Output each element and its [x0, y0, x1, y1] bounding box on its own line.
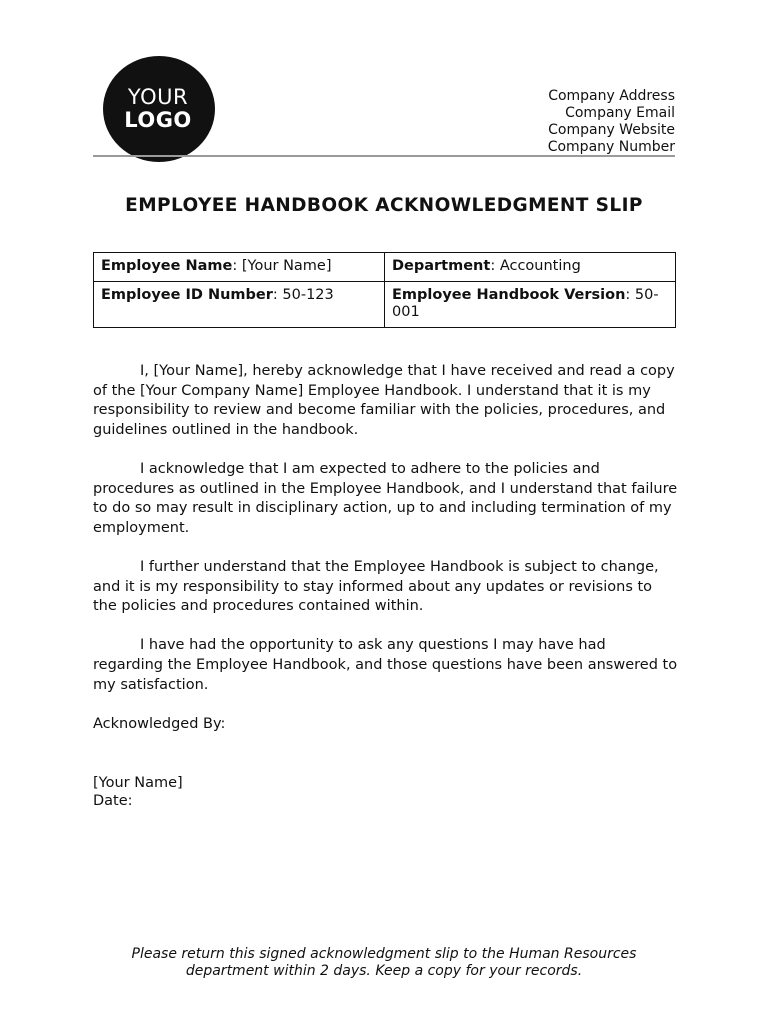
employee-id-value: : 50-123 [272, 287, 334, 303]
employee-name-cell [94, 253, 385, 282]
handbook-version-value: : 50-001 [392, 287, 659, 320]
employee-id-cell [94, 282, 385, 328]
employee-id-label: Employee ID Number [101, 287, 273, 303]
company-email: Company Email [565, 105, 675, 121]
handbook-version-cell [385, 282, 676, 328]
company-number: Company Number [547, 139, 675, 155]
employee-name-value: : [Your Name] [232, 258, 332, 274]
header-divider [93, 155, 675, 157]
employee-name-label: Employee Name [101, 258, 233, 274]
paragraph: I further understand that the Employee Handbook is subject to change, and it is my responsibility to stay informed about any updates or revisions to the policies and procedures contained within. [93, 558, 659, 615]
company-address: Company Address [548, 88, 675, 104]
paragraph: I acknowledge that I am expected to adhere to the policies and procedures as outlined in the Employee Handbook, and I understand that failure to do so may result in disciplinary action, up to and including termination of my employment. [93, 460, 678, 536]
company-website: Company Website [548, 122, 675, 138]
acknowledged-by-label: Acknowledged By: [93, 716, 226, 732]
document-title: EMPLOYEE HANDBOOK ACKNOWLEDGMENT SLIP [125, 195, 643, 216]
logo-line-2: LOGO [124, 108, 192, 132]
department-cell [385, 253, 676, 282]
signature-date-label: Date: [93, 793, 133, 809]
table-row [94, 282, 676, 328]
employee-info-table [93, 252, 676, 328]
company-logo [103, 56, 215, 162]
logo-line-1: YOUR [127, 85, 189, 109]
signature-name: [Your Name] [93, 775, 183, 791]
acknowledgment-body [93, 362, 678, 715]
footer-note: Please return this signed acknowledgment slip to the Human Resources department within 2 days. Keep a copy for your records. [131, 946, 637, 979]
paragraph: I, [Your Name], hereby acknowledge that I have received and read a copy of the [Your Company Name] Employee Handbook. I understand that it is my responsibility to review and become familiar with the policies, procedures, and guidelines outlined in the handbook. [93, 363, 675, 438]
department-value: : Accounting [490, 258, 581, 274]
department-label: Department [392, 258, 491, 274]
table-row [94, 253, 676, 282]
company-info [548, 88, 675, 156]
signature-block [93, 774, 183, 810]
paragraph: I have had the opportunity to ask any questions I may have had regarding the Employee Handbook, and those questions have been answered to my satisfaction. [93, 637, 678, 693]
handbook-version-label: Employee Handbook Version [392, 287, 626, 303]
